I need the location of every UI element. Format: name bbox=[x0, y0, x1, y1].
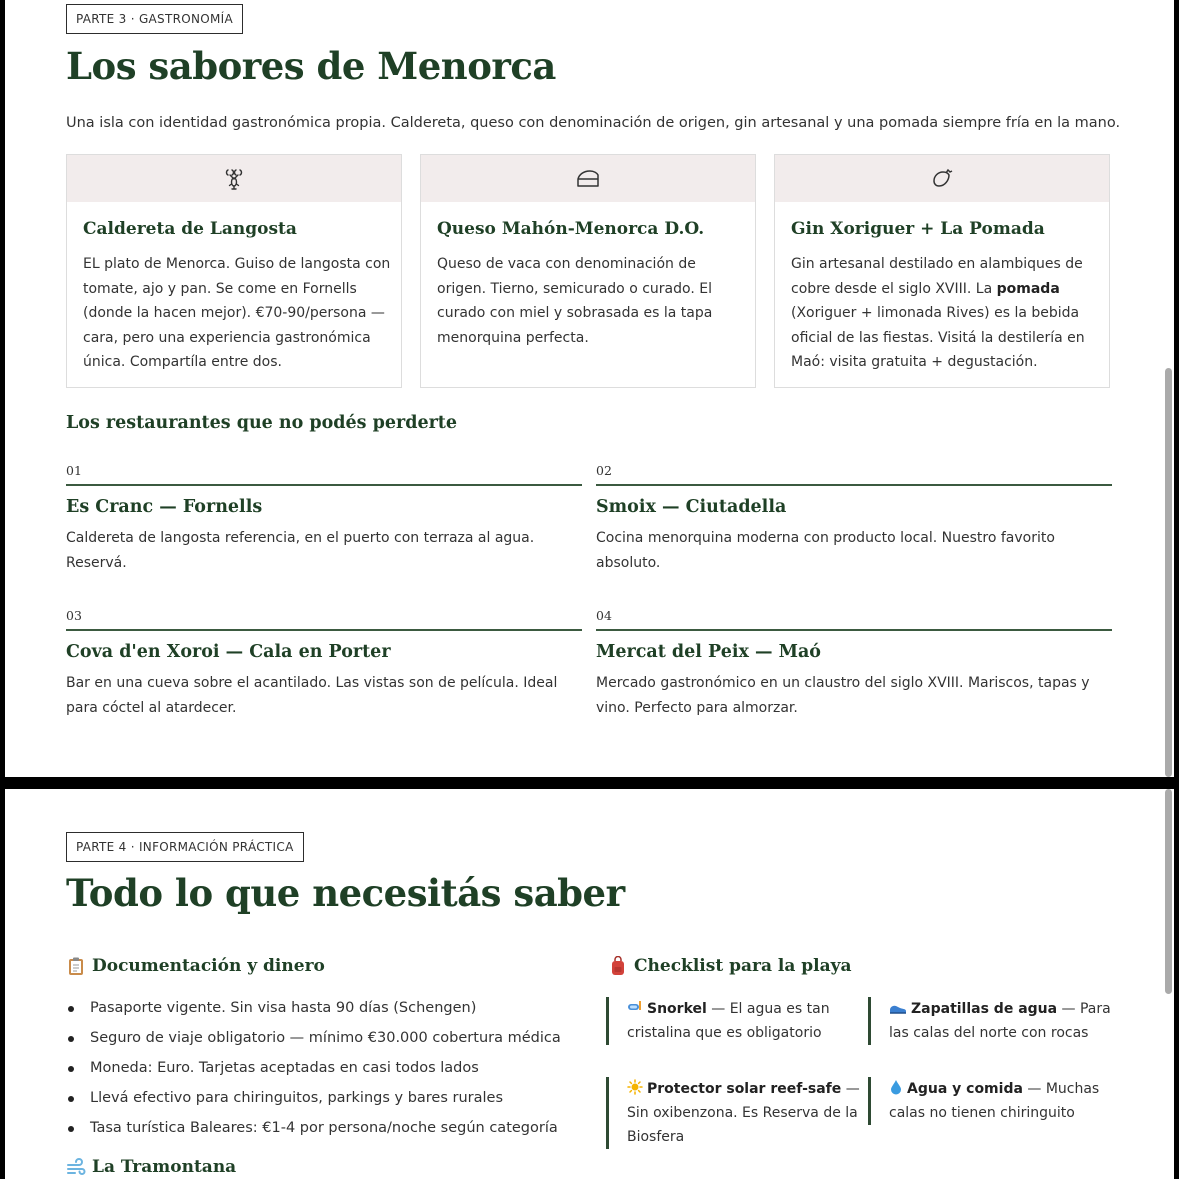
restaurant-desc: Caldereta de langosta referencia, en el puerto con terraza al agua. Reservá. bbox=[66, 530, 535, 571]
backpack-icon bbox=[608, 956, 628, 976]
section-tag: PARTE 4 · INFORMACIÓN PRÁCTICA bbox=[66, 832, 304, 862]
list-item: Seguro de viaje obligatorio — mínimo €30.000 cobertura médica bbox=[66, 1026, 561, 1056]
list-item: Moneda: Euro. Tarjetas aceptadas en casi todos lados bbox=[66, 1056, 561, 1086]
card-text: EL plato de Menorca. Guiso de langosta con tomate, ajo y pan. Se come en Fornells (donde la hacen mejor). €70-90/persona — cara, pero una experiencia gastronómica única. Compartíla entre dos. bbox=[83, 256, 391, 371]
list-item: Llevá efectivo para chiringuitos, parkings y bares rurales bbox=[66, 1086, 561, 1116]
restaurant-item: 01 Es Cranc — Fornells Caldereta de langosta referencia, en el puerto con terraza al agua. Reservá. bbox=[66, 462, 582, 575]
docs-heading: Documentación y dinero bbox=[66, 956, 325, 976]
card-title: Caldereta de Langosta bbox=[83, 219, 297, 239]
card-caldereta bbox=[66, 154, 402, 388]
checklist-item: Zapatillas de agua — Para las calas del norte con rocas bbox=[868, 997, 1129, 1045]
practica-section bbox=[5, 789, 1174, 1179]
scrollbar-thumb[interactable] bbox=[1165, 368, 1172, 777]
card-text: Gin artesanal destilado en alambiques de cobre desde el siglo XVIII. La pomada (Xoriguer + limonada Rives) es la bebida oficial de las fiestas. Visitá la destilería en Maó: visita gratuita + degustación. bbox=[791, 256, 1085, 371]
section-intro: Una isla con identidad gastronómica propia. Caldereta, queso con denominación de origen, gin artesanal y una pomada siempre fría en la mano. bbox=[66, 115, 1121, 131]
gastronomia-section bbox=[5, 0, 1174, 777]
card-queso bbox=[420, 154, 756, 388]
card-gin bbox=[774, 154, 1110, 388]
cheese-icon bbox=[575, 167, 601, 191]
section-tag: PARTE 3 · GASTRONOMÍA bbox=[66, 4, 243, 34]
restaurant-name: Smoix — Ciutadella bbox=[596, 497, 787, 517]
lobster-icon bbox=[222, 167, 246, 191]
tramontana-heading: La Tramontana bbox=[66, 1157, 236, 1177]
restaurants-title: Los restaurantes que no podés perderte bbox=[66, 413, 458, 433]
docs-list bbox=[66, 996, 561, 1146]
checklist-item: Snorkel — El agua es tan cristalina que es obligatorio bbox=[606, 997, 867, 1045]
water-shoes-icon bbox=[889, 999, 907, 1015]
card-title: Queso Mahón-Menorca D.O. bbox=[437, 219, 705, 239]
restaurant-desc: Cocina menorquina moderna con producto local. Nuestro favorito absoluto. bbox=[596, 530, 1055, 571]
restaurant-desc: Bar en una cueva sobre el acantilado. Las vistas son de película. Ideal para cóctel al atardecer. bbox=[66, 675, 558, 716]
restaurant-item: 03 Cova d'en Xoroi — Cala en Porter Bar en una cueva sobre el acantilado. Las vistas son de película. Ideal para cóctel al atardecer. bbox=[66, 607, 582, 720]
checklist-item: Protector solar reef-safe — Sin oxibenzona. Es Reserva de la Biosfera bbox=[606, 1077, 867, 1149]
wind-icon bbox=[66, 1157, 86, 1177]
list-item: Tasa turística Baleares: €1-4 por persona/noche según categoría bbox=[66, 1116, 561, 1146]
restaurant-name: Es Cranc — Fornells bbox=[66, 497, 263, 517]
checklist-item: Agua y comida — Muchas calas no tienen chiringuito bbox=[868, 1077, 1129, 1125]
card-text: Queso de vaca con denominación de origen. Tierno, semicurado o curado. El curado con miel y sobrasada es la tapa menorquina perfecta. bbox=[437, 256, 713, 346]
restaurant-item: 04 Mercat del Peix — Maó Mercado gastronómico en un claustro del siglo XVIII. Mariscos, tapas y vino. Perfecto para almorzar. bbox=[596, 607, 1112, 720]
water-drop-icon bbox=[889, 1079, 903, 1095]
checklist-heading: Checklist para la playa bbox=[608, 956, 852, 976]
lime-icon bbox=[929, 167, 955, 191]
card-title: Gin Xoriguer + La Pomada bbox=[791, 219, 1045, 239]
clipboard-icon bbox=[66, 956, 86, 976]
restaurant-name: Cova d'en Xoroi — Cala en Porter bbox=[66, 642, 391, 662]
restaurant-item: 02 Smoix — Ciutadella Cocina menorquina moderna con producto local. Nuestro favorito absoluto. bbox=[596, 462, 1112, 575]
restaurant-desc: Mercado gastronómico en un claustro del siglo XVIII. Mariscos, tapas y vino. Perfecto para almorzar. bbox=[596, 675, 1090, 716]
restaurant-name: Mercat del Peix — Maó bbox=[596, 642, 821, 662]
section-title: Todo lo que necesitás saber bbox=[66, 871, 625, 915]
section-title: Los sabores de Menorca bbox=[66, 44, 556, 88]
snorkel-icon bbox=[627, 999, 643, 1015]
list-item: Pasaporte vigente. Sin visa hasta 90 días (Schengen) bbox=[66, 996, 561, 1026]
scrollbar-thumb[interactable] bbox=[1165, 789, 1172, 994]
sun-icon bbox=[627, 1079, 643, 1095]
